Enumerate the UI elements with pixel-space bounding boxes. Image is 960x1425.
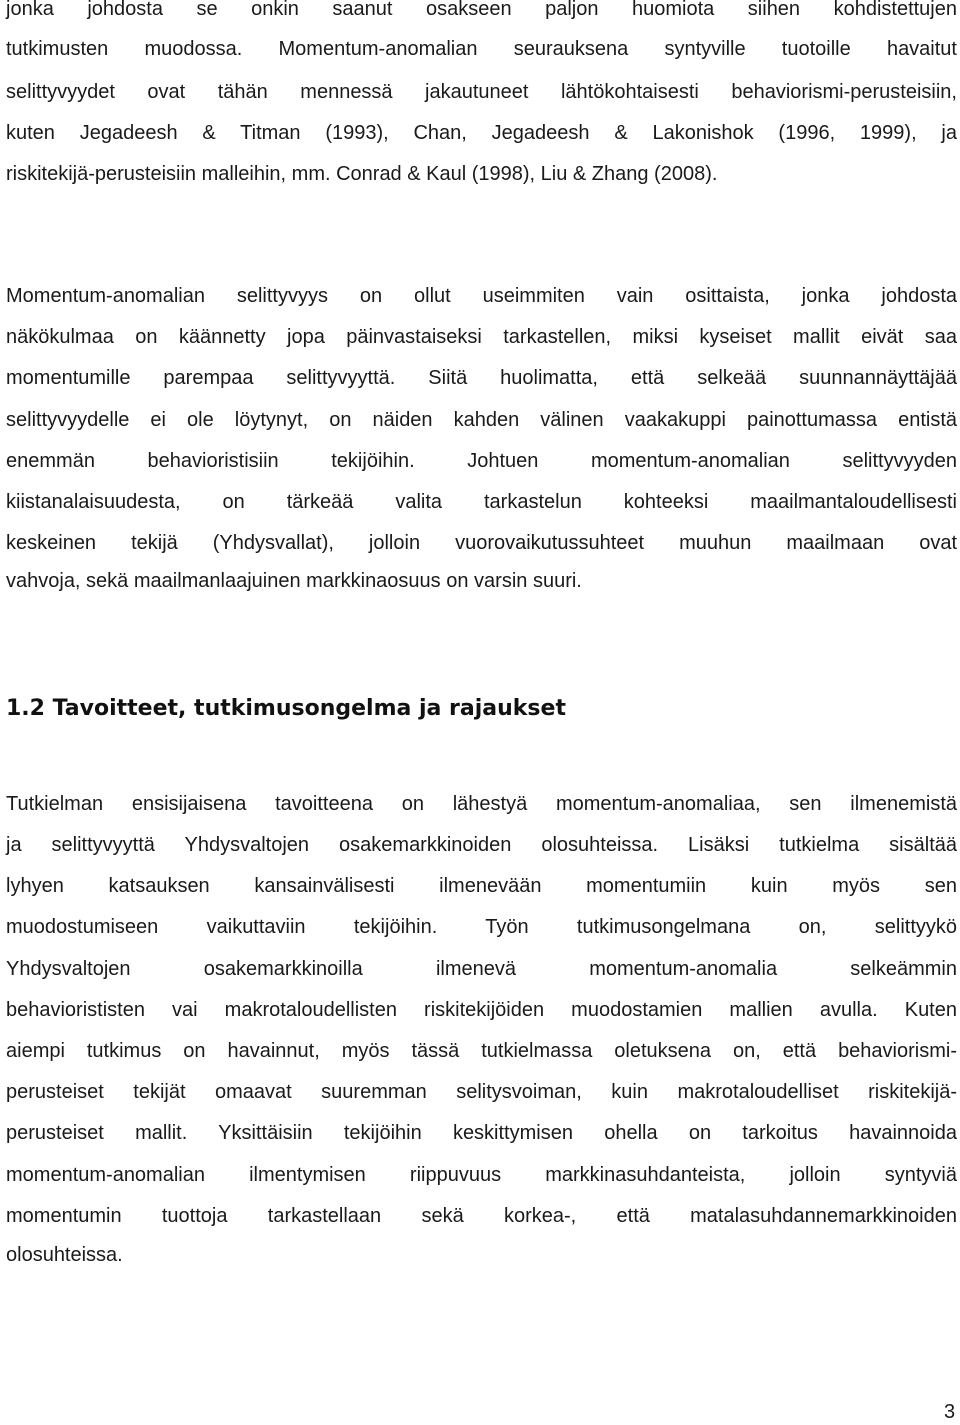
text-line: vahvoja, sekä maailmanlaajuinen markkinaosuus on varsin suuri. <box>6 570 582 592</box>
text-line: keskeinen tekijä (Yhdysvallat), jolloin vuorovaikutussuhteet muuhun maailmaan ovat <box>6 532 957 554</box>
page-number: 3 <box>944 1401 956 1423</box>
text-line: olosuhteissa. <box>6 1244 123 1266</box>
text-line: selittyvyydet ovat tähän mennessä jakautuneet lähtökohtaisesti behaviorismi-perusteisiin, <box>6 81 957 103</box>
text-line: perusteiset tekijät omaavat suuremman selitysvoiman, kuin makrotaloudelliset riskitekijä- <box>6 1081 957 1103</box>
text-line: tutkimusten muodossa. Momentum-anomalian seurauksena syntyville tuotoille havaitut <box>6 38 957 60</box>
text-line: jonka johdosta se onkin saanut osakseen paljon huomiota siihen kohdistettujen <box>6 0 957 20</box>
text-line: perusteiset mallit. Yksittäisiin tekijöihin keskittymisen ohella on tarkoitus havainnoida <box>6 1122 957 1144</box>
text-line: momentumin tuottoja tarkastellaan sekä korkea-, että matalasuhdannemarkkinoiden <box>6 1205 957 1227</box>
text-line: ja selittyvyyttä Yhdysvaltojen osakemarkkinoiden olosuhteissa. Lisäksi tutkielma sisältää <box>6 834 957 856</box>
text-line: kuten Jegadeesh & Titman (1993), Chan, Jegadeesh & Lakonishok (1996, 1999), ja <box>6 122 957 144</box>
text-line: Yhdysvaltojen osakemarkkinoilla ilmenevä momentum-anomalia selkeämmin <box>6 958 957 980</box>
text-line: riskitekijä-perusteisiin malleihin, mm. Conrad & Kaul (1998), Liu & Zhang (2008). <box>6 163 718 185</box>
text-line: näkökulmaa on käännetty jopa päinvastaiseksi tarkastellen, miksi kyseiset mallit eivät saa <box>6 326 957 348</box>
text-line: kiistanalaisuudesta, on tärkeää valita tarkastelun kohteeksi maailmantaloudellisesti <box>6 491 957 513</box>
text-line: Momentum-anomalian selittyvyys on ollut useimmiten vain osittaista, jonka johdosta <box>6 285 957 307</box>
section-heading: 1.2 Tavoitteet, tutkimusongelma ja rajaukset <box>6 696 566 721</box>
text-line: enemmän behavioristisiin tekijöihin. Johtuen momentum-anomalian selittyvyyden <box>6 450 957 472</box>
text-line: behaviorististen vai makrotaloudellisten riskitekijöiden muodostamien mallien avulla. Kuten <box>6 999 957 1021</box>
text-line: momentum-anomalian ilmentymisen riippuvuus markkinasuhdanteista, jolloin syntyviä <box>6 1164 957 1186</box>
text-line: momentumille parempaa selittyvyyttä. Siitä huolimatta, että selkeää suunnannäyttäjää <box>6 367 957 389</box>
text-line: selittyvyydelle ei ole löytynyt, on näiden kahden välinen vaakakuppi painottumassa entistä <box>6 409 957 431</box>
text-line: aiempi tutkimus on havainnut, myös tässä tutkielmassa oletuksena on, että behaviorismi- <box>6 1040 957 1062</box>
text-line: Tutkielman ensisijaisena tavoitteena on lähestyä momentum-anomaliaa, sen ilmenemistä <box>6 793 957 815</box>
text-line: muodostumiseen vaikuttaviin tekijöihin. Työn tutkimusongelmana on, selittyykö <box>6 916 957 938</box>
text-line: lyhyen katsauksen kansainvälisesti ilmenevään momentumiin kuin myös sen <box>6 875 957 897</box>
